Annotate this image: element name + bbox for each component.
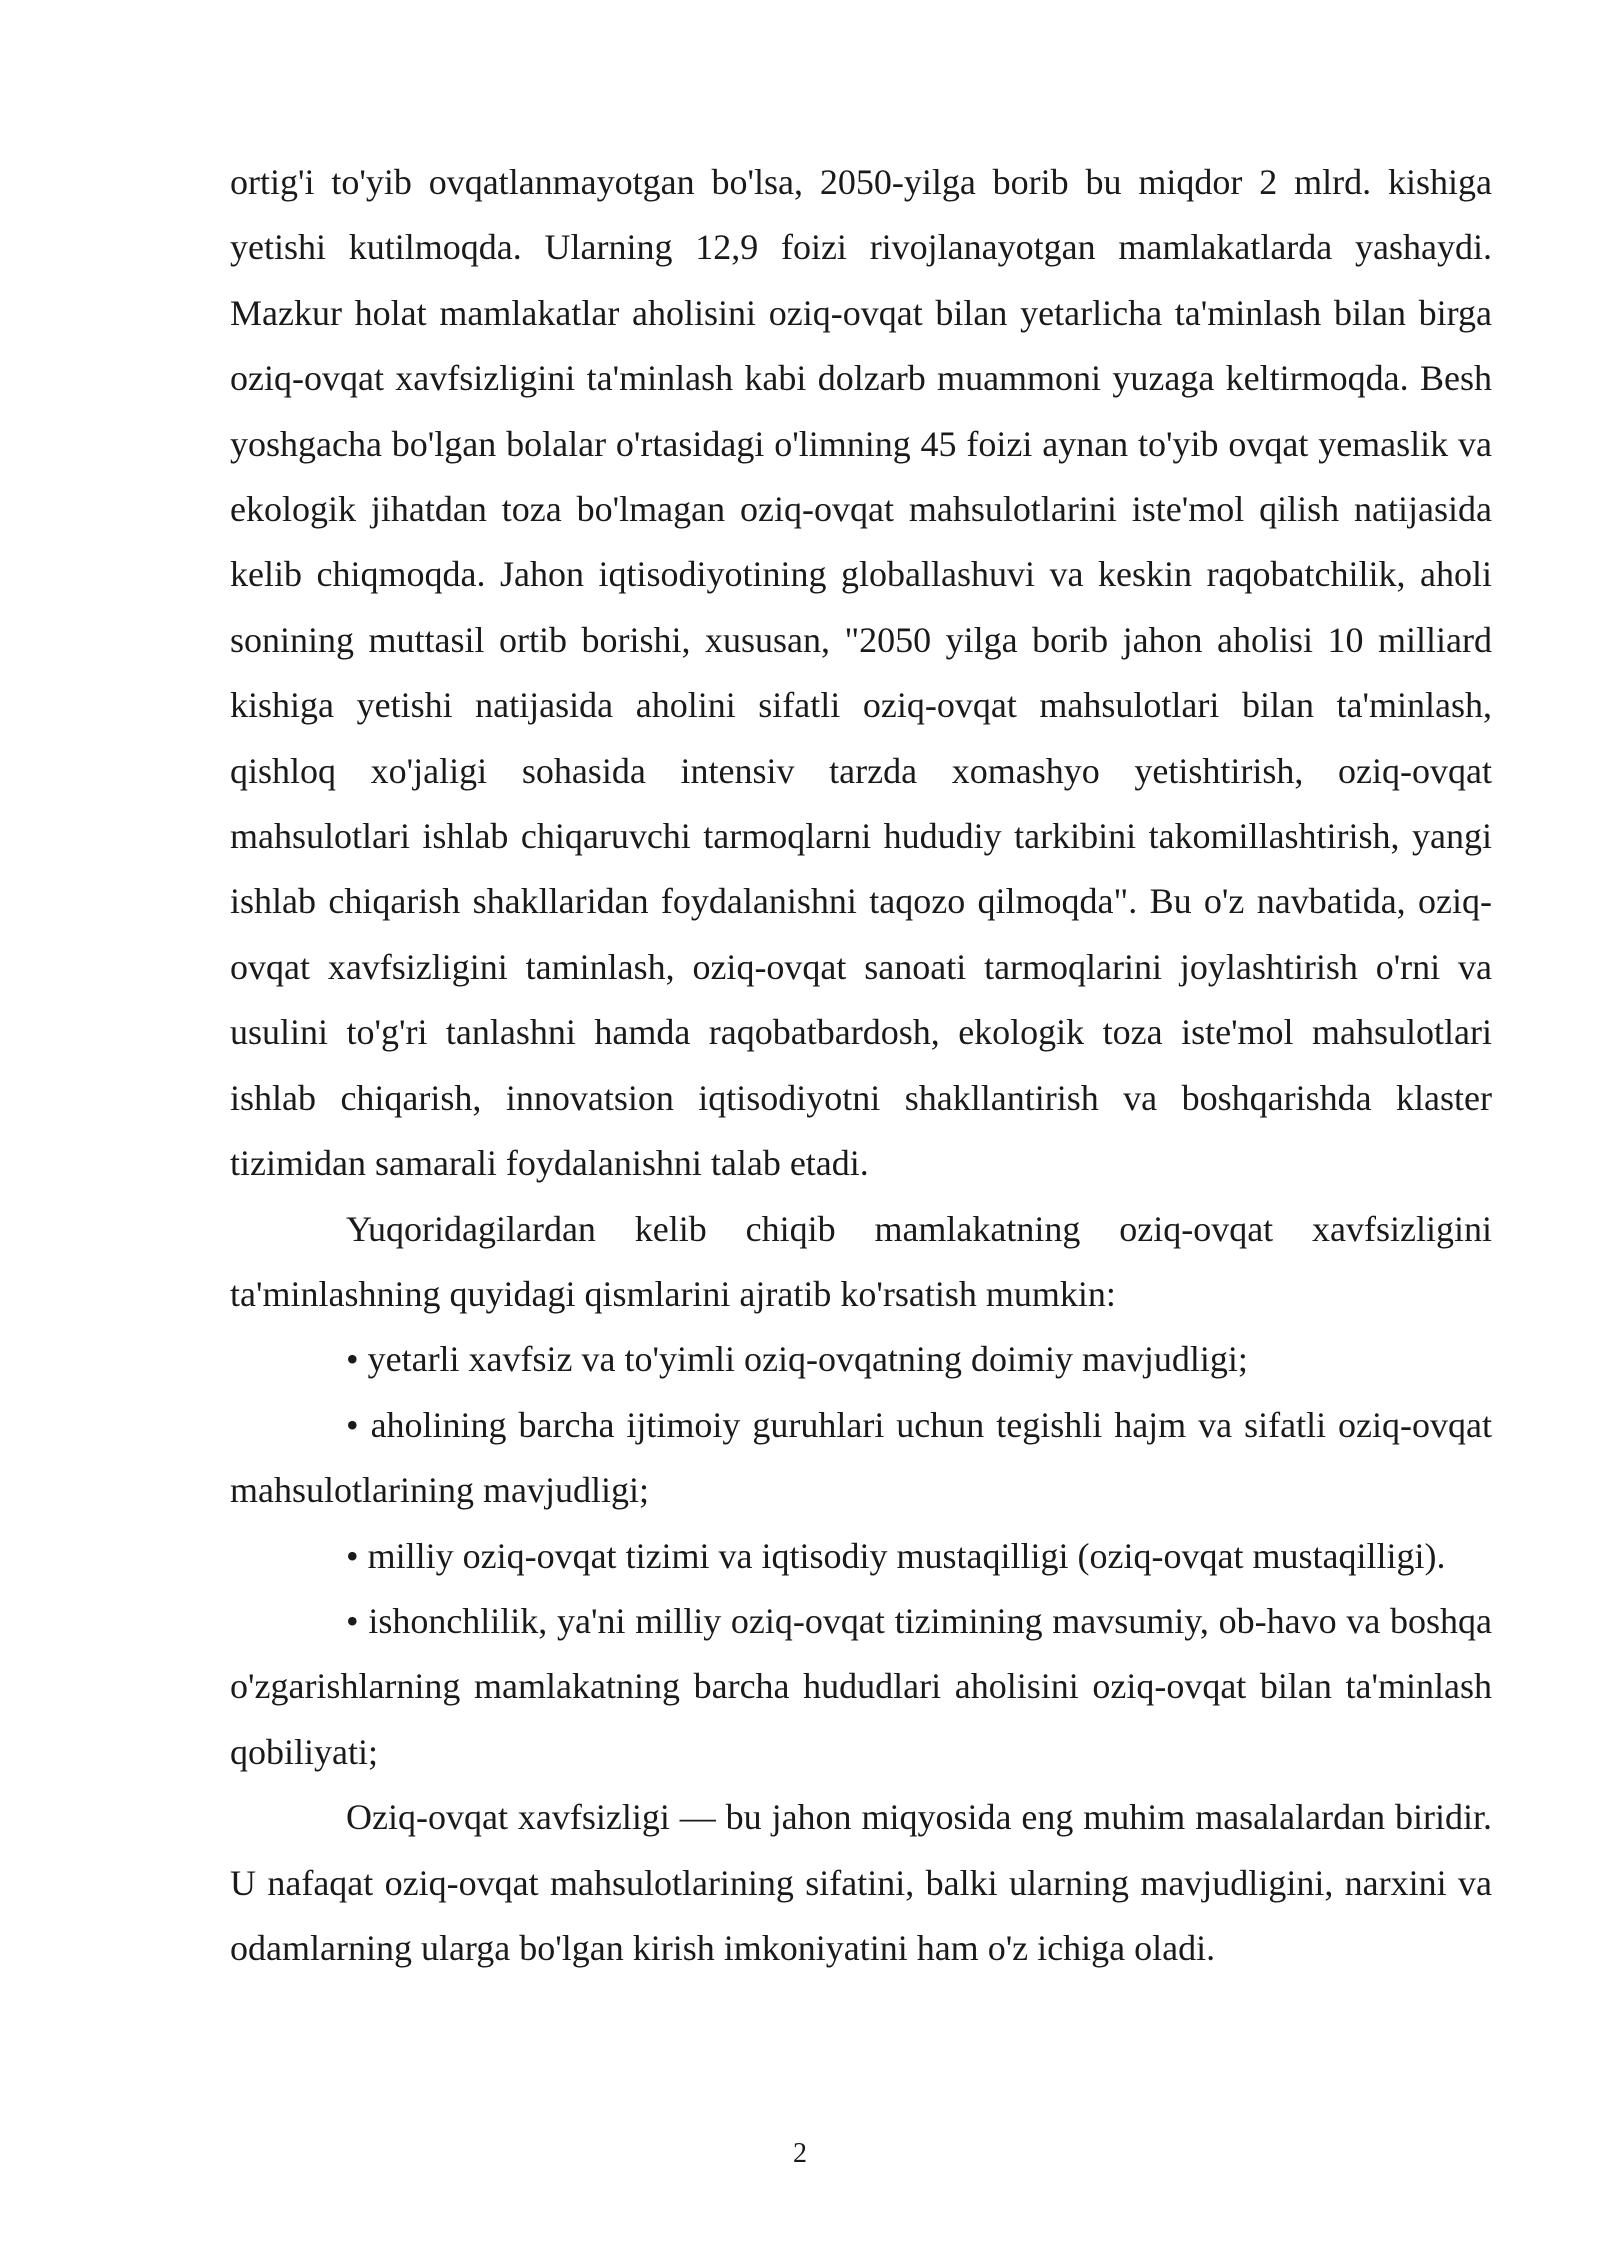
list-item: • yetarli xavfsiz va to'yimli oziq-ovqatning doimiy mavjudligi; [346, 1339, 1248, 1380]
list-item: • aholining barcha ijtimoiy guruhlari uchun tegishli hajm va sifatli oziq-ovqat mahsulotlarining mavjudligi; [230, 1404, 1492, 1511]
document-body [230, 150, 1492, 1981]
page-number: 2 [793, 2138, 807, 2169]
paragraph-intro-list: Yuqoridagilardan kelib chiqib mamlakatning oziq-ovqat xavfsizligini ta'minlashning quyidagi qismlarini ajratib ko'rsatish mumkin: [230, 1208, 1492, 1314]
list-item: • ishonchlilik, ya'ni milliy oziq-ovqat tizimining mavsumiy, ob-havo va boshqa o'zgarishlarning mamlakatning barcha hududlari aholisini oziq-ovqat bilan ta'minlash qobiliyati; [230, 1600, 1492, 1772]
list-item: • milliy oziq-ovqat tizimi va iqtisodiy mustaqilligi (oziq-ovqat mustaqilligi). [346, 1535, 1446, 1576]
paragraph-food-security: Oziq-ovqat xavfsizligi — bu jahon miqyosida eng muhim masalalardan biridir. U nafaqat oziq-ovqat mahsulotlarining sifatini, balki ularning mavjudligini, narxini va odamlarning ularga bo'lgan kirish imkoniyatini ham o'z ichiga oladi. [230, 1797, 1492, 1968]
paragraph-continuation: ortig'i to'yib ovqatlanmayotgan bo'lsa, 2050-yilga borib bu miqdor 2 mlrd. kishiga yetishi kutilmoqda. Ularning 12,9 foizi rivojlanayotgan mamlakatlarda yashaydi. Mazkur holat mamlakatlar aholisini oziq-ovqat bilan yetarlicha ta'minlash bilan birga oziq-ovqat xavfsizligini ta'minlash kabi dolzarb muammoni yuzaga keltirmoqda. Besh yoshgacha bo'lgan bolalar o'rtasidagi o'limning 45 foizi aynan to'yib ovqat yemaslik va ekologik jihatdan toza bo'lmagan oziq-ovqat mahsulotlarini iste'mol qilish natijasida kelib chiqmoqda. Jahon iqtisodiyotining globallashuvi va keskin raqobatchilik, aholi sonining muttasil ortib borishi, xususan, "2050 yilga borib jahon aholisi 10 milliard kishiga yetishi natijasida aholini sifatli oziq-ovqat mahsulotlari bilan ta'minlash, qishloq xo'jaligi sohasida intensiv tarzda xomashyo yetishtirish, oziq-ovqat mahsulotlari ishlab chiqaruvchi tarmoqlarni hududiy tarkibini takomillashtirish, yangi ishlab chiqarish shakllaridan foydalanishni taqozo qilmoqda". Bu o'z navbatida, oziq-ovqat xavfsizligini taminlash, oziq-ovqat sanoati tarmoqlarini joylashtirish o'rni va usulini to'g'ri tanlashni hamda raqobatbardosh, ekologik toza iste'mol mahsulotlari ishlab chiqarish, innovatsion iqtisodiyotni shakllantirish va boshqarishda klaster tizimidan samarali foydalanishni talab etadi. [230, 162, 1492, 1184]
